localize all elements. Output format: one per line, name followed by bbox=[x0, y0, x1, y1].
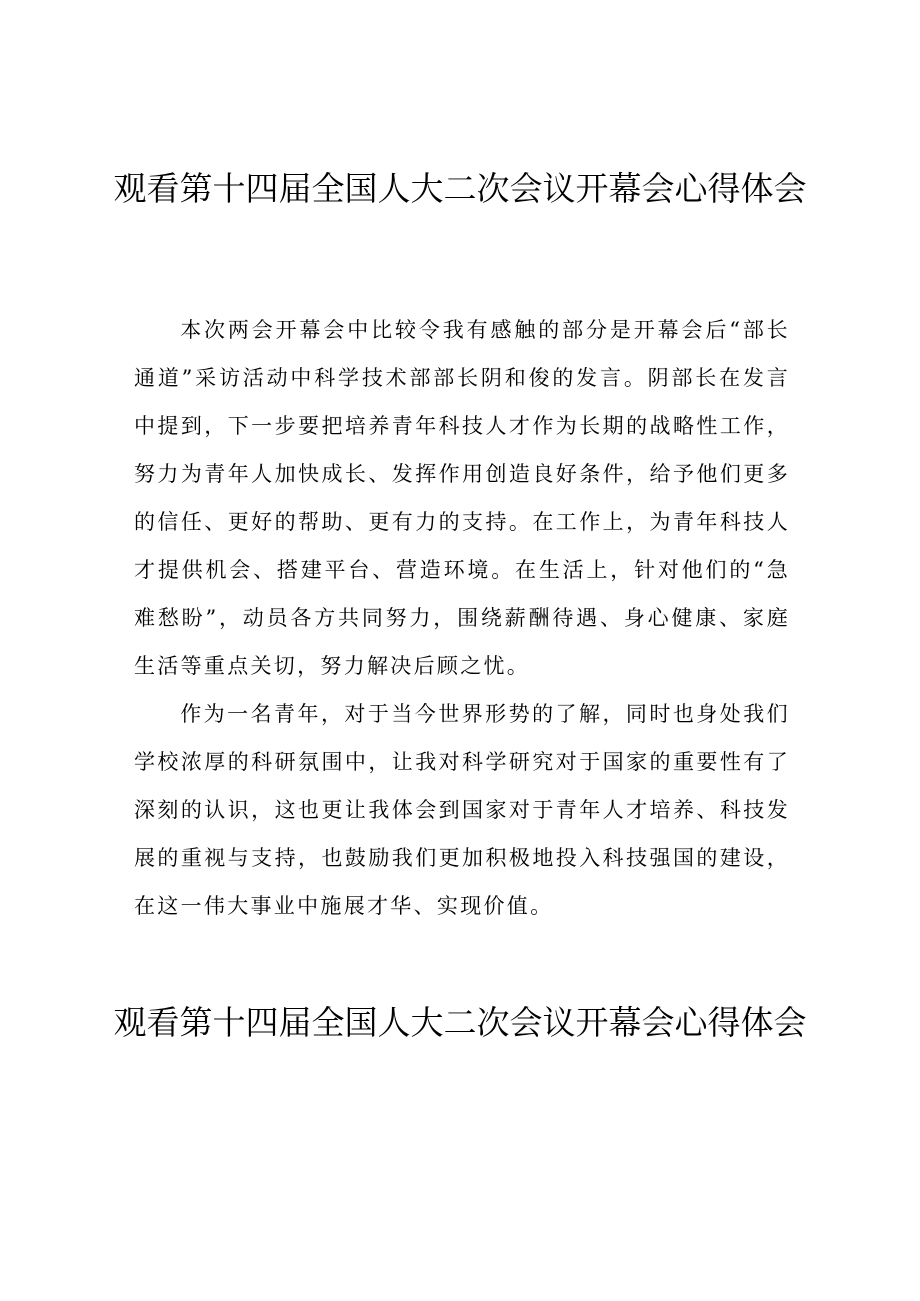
next-document-title: 观看第十四届全国人大二次会议开幕会心得体会 bbox=[113, 1003, 807, 1042]
document-title: 观看第十四届全国人大二次会议开幕会心得体会 bbox=[113, 169, 807, 208]
body-paragraph: 作为一名青年，对于当今世界形势的了解，同时也身处我们学校浓厚的科研氛围中，让我对科学研究对于国家的重要性有了深刻的认识，这也更让我体会到国家对于青年人才培养、科技发展的重视与支持，也鼓励我们更加积极地投入科技强国的建设，在这一伟大事业中施展才华、实现价值。 bbox=[134, 702, 790, 918]
body-paragraph: 本次两会开幕会中比较令我有感触的部分是开幕会后“部长通道”采访活动中科学技术部部长阴和俊的发言。阴部长在发言中提到，下一步要把培养青年科技人才作为长期的战略性工作，努力为青年人加快成长、发挥作用创造良好条件，给予他们更多的信任、更好的帮助、更有力的支持。在工作上，为青年科技人才提供机会、搭建平台、营造环境。在生活上，针对他们的“急难愁盼”，动员各方共同努力，围绕薪酬待遇、身心健康、家庭生活等重点关切，努力解决后顾之忧。 bbox=[134, 318, 790, 678]
document-body bbox=[134, 306, 790, 930]
